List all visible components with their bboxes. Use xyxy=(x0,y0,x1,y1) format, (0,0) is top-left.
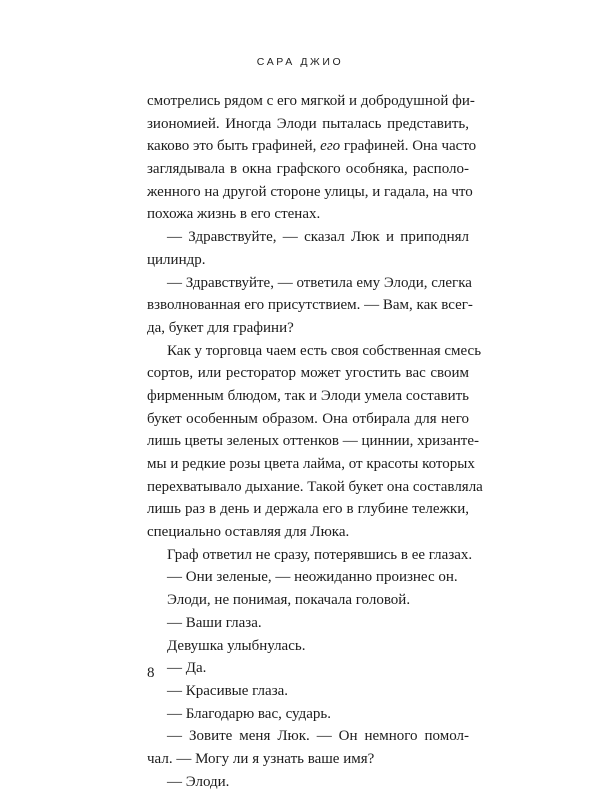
text-line: похожа жизнь в его стенах. xyxy=(147,206,321,223)
text-line: — Они зеленые, — неожиданно произнес он. xyxy=(167,569,458,586)
text-line: да, букет для графини? xyxy=(147,319,294,336)
text-line: перехватывало дыхание. Такой букет она составляла xyxy=(147,478,483,495)
text-line: Как у торговца чаем есть своя собственная смесь xyxy=(167,342,482,359)
body-text xyxy=(147,90,483,793)
text-line: лишь раз в день и держала его в глубине тележки, xyxy=(147,501,469,518)
text-line: смотрелись рядом с его мягкой и добродушной фи- xyxy=(147,93,475,109)
running-head: САРА ДЖИО xyxy=(256,56,344,68)
text-line: букет особенным образом. Она отбирала для него xyxy=(147,410,469,427)
emphasis-text: его xyxy=(320,138,341,155)
text-line: зиономией. Иногда Элоди пыталась представить, xyxy=(147,115,469,132)
text-line: Граф ответил не сразу, потерявшись в ее глазах. xyxy=(167,546,473,563)
text-line xyxy=(147,135,477,158)
text-line: лишь цветы зеленых оттенков — циннии, хризанте- xyxy=(147,433,480,450)
page-number: 8 xyxy=(147,665,155,681)
text-line: — Красивые глаза. xyxy=(167,682,289,699)
text-line: Девушка улыбнулась. xyxy=(167,637,306,654)
text-line: — Здравствуйте, — ответила ему Элоди, слегка xyxy=(167,274,472,291)
text-fragment: каково это быть графиней, xyxy=(147,138,317,155)
text-line: — Благодарю вас, сударь. xyxy=(167,705,331,722)
text-line: взволнованная его присутствием. — Вам, как всег- xyxy=(147,297,473,314)
text-line: мы и редкие розы цвета лайма, от красоты которых xyxy=(147,456,475,472)
text-line: цилиндр. xyxy=(147,251,206,268)
text-line: — Элоди. xyxy=(167,773,230,790)
text-line: — Да. xyxy=(167,660,207,677)
text-line: — Здравствуйте, — сказал Люк и приподнял xyxy=(167,229,469,246)
text-line: женного на другой стороне улицы, и гадала, на что xyxy=(147,183,473,200)
text-line: чал. — Могу ли я узнать ваше имя? xyxy=(147,750,375,767)
text-line: заглядывала в окна графского особняка, располо- xyxy=(147,161,469,178)
text-line: фирменным блюдом, так и Элоди умела составить xyxy=(147,387,469,404)
text-fragment: графиней. Она часто xyxy=(343,138,477,155)
text-line: — Ваши глаза. xyxy=(167,614,262,631)
text-line: специально оставляя для Люка. xyxy=(147,524,350,541)
text-line: — Зовите меня Люк. — Он немного помол- xyxy=(167,728,469,745)
text-line: Элоди, не понимая, покачала головой. xyxy=(167,592,411,609)
text-line: сортов, или ресторатор может угостить вас своим xyxy=(147,365,469,382)
